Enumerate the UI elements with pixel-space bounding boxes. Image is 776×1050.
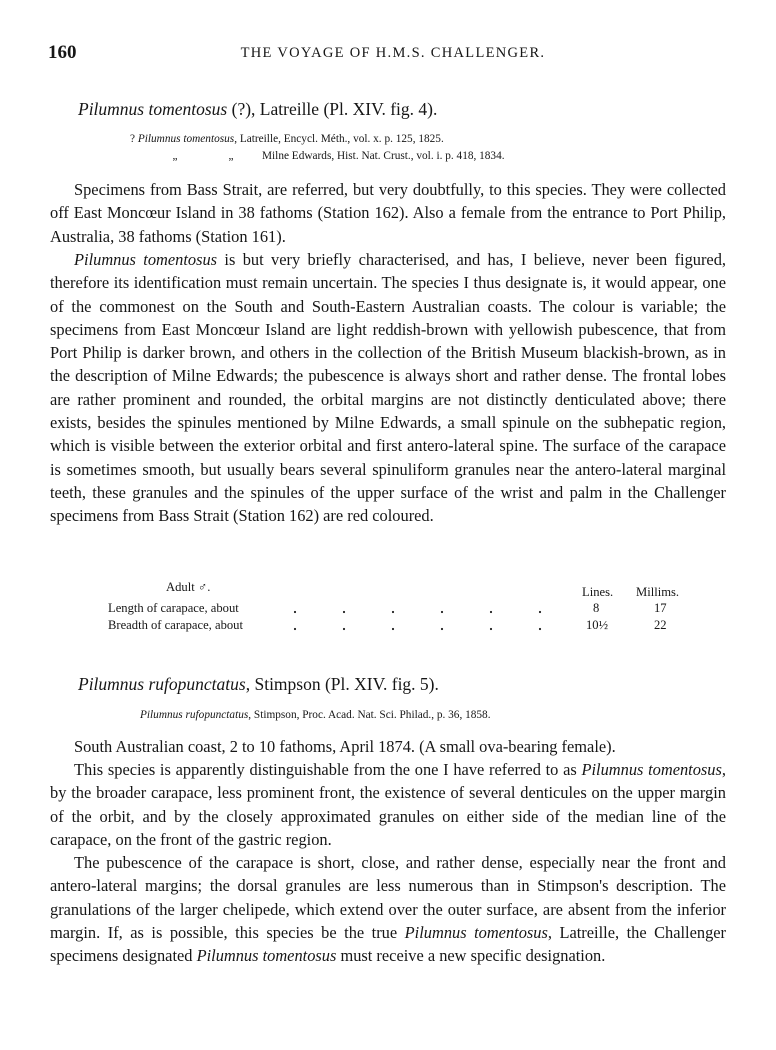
paragraph-localities: Specimens from Bass Strait, are referred, but very doubtfully, to this species. They were collected off East Moncœur Island in 38 fathoms (Station 162). Also a female from the entrance to Port Philip, Australia, 38 fathoms (Station 161). bbox=[50, 180, 726, 246]
measurements-unit-lines: Lines. bbox=[582, 585, 614, 599]
synonymy-citation-2: „ „ Milne Edwards, Hist. Nat. Crust., vol. i. p. 418, 1834. bbox=[162, 150, 505, 162]
running-title: THE VOYAGE OF H.M.S. CHALLENGER. bbox=[240, 45, 546, 61]
measurement-label: Breadth of carapace, about bbox=[108, 618, 243, 632]
species-heading-rufopunctatus bbox=[78, 674, 439, 695]
measurement-millims-value: 22 bbox=[654, 618, 667, 632]
leader-dots bbox=[292, 602, 542, 636]
measurements-title: Adult ♂. bbox=[166, 580, 211, 594]
measurements-unit-millims: Millims. bbox=[636, 585, 680, 599]
paragraph-pubescence: The pubescence of the carapace is short, close, and rather dense, especially near the front and antero-lateral margins; the dorsal granules are less numerous than in Stimpson's description. The granulations of the larger chelipede, which extend over the outer surface, are absent from the inferior margin. If, as is possible, this species be the true Pilumnus tomentosus, Latreille, the Challenger specimens designated Pilumnus tomentosus must receive a new specific designation. bbox=[50, 853, 727, 966]
species-name: Pilumnus rufopunctatus bbox=[78, 674, 246, 694]
measurement-millims-value: 17 bbox=[654, 601, 667, 615]
species-heading-authority: (?), Latreille (Pl. XIV. fig. 4). bbox=[227, 99, 438, 119]
measurement-lines-value: 10½ bbox=[586, 618, 609, 632]
synonymy-citation-1: ? Pilumnus tomentosus, Latreille, Encycl. Méth., vol. x. p. 125, 1825. bbox=[130, 133, 444, 145]
ditto-mark: „ bbox=[172, 150, 178, 162]
measurement-lines-value: 8 bbox=[593, 601, 600, 615]
page-number: 160 bbox=[48, 42, 77, 63]
running-head bbox=[48, 42, 738, 66]
synonymy-citation-3: Pilumnus rufopunctatus, Stimpson, Proc. Acad. Nat. Sci. Philad., p. 36, 1858. bbox=[140, 709, 491, 721]
ditto-mark: „ bbox=[228, 150, 234, 162]
paragraph-description: Pilumnus tomentosus is but very briefly characterised, and has, I believe, never been figured, therefore its identification must remain uncertain. The species I thus designate is, it would appear, one of the commonest on the South and South-Eastern Australian coasts. The colour is variable; the specimens from East Moncœur Island are light reddish-brown with yellowish pubescence, that from Port Philip is darker brown, and others in the collection of the British Museum blackish-brown, as in the description of Milne Edwards; the pubescence is always short and rather dense. The frontal lobes are rather prominent and rounded, the orbital margins are not distinctly denticulated above; there exists, besides the spinules mentioned by Milne Edwards, a small spinule on the subhepatic region, which is visible between the exterior orbital and first antero-lateral spine. The surface of the carapace is sometimes smooth, but usually bears several spinuliform granules near the antero-lateral marginal teeth, these granules and the spinules of the upper surface of the wrist and palm in the Challenger specimens from Bass Strait (Station 162) are red coloured. bbox=[50, 250, 726, 526]
paragraph-locality-2: South Australian coast, 2 to 10 fathoms, April 1874. (A small ova-bearing female). bbox=[74, 737, 616, 756]
measurement-label: Length of carapace, about bbox=[108, 601, 239, 615]
species-heading-tomentosus bbox=[78, 99, 437, 120]
species-name: Pilumnus tomentosus bbox=[78, 99, 228, 119]
paragraph-distinction: This species is apparently distinguishable from the one I have referred to as Pilumnus tomentosus, by the broader carapace, less prominent front, the existence of several denticules on the upper margin of the orbit, and by the closely approximated granules on either side of the median line of the carapace, on the front of the gastric region. bbox=[50, 760, 726, 849]
species-heading-authority: , Stimpson (Pl. XIV. fig. 5). bbox=[245, 674, 439, 694]
